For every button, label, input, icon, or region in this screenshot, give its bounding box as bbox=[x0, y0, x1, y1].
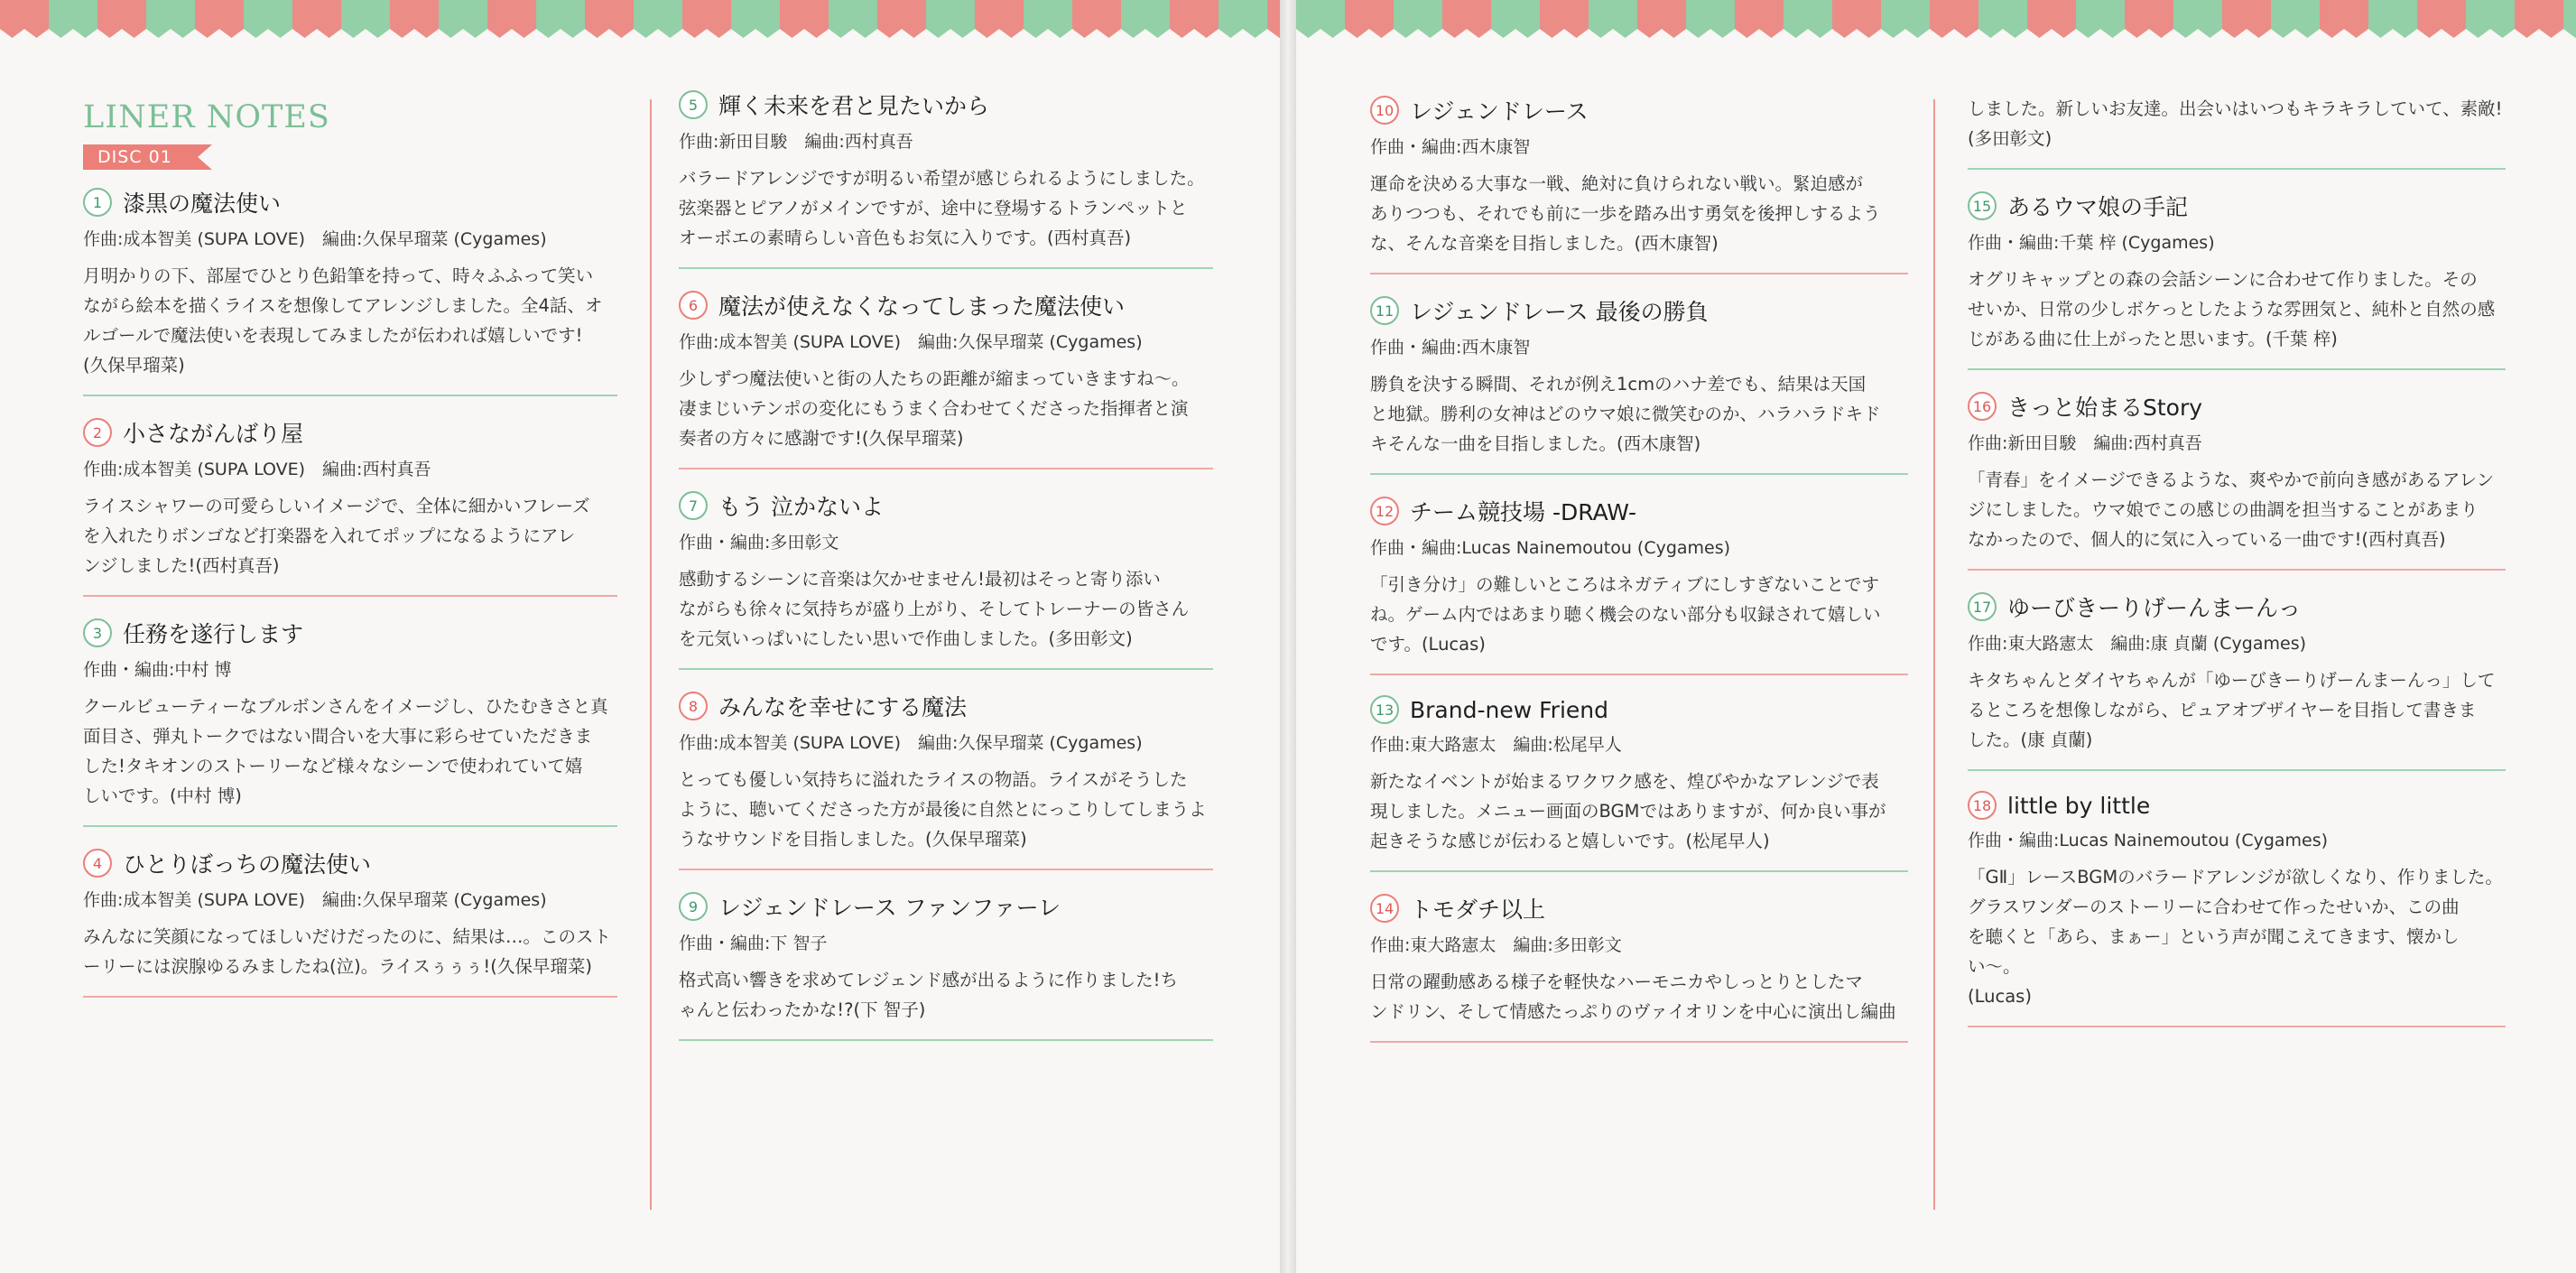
track-notes bbox=[1968, 862, 2506, 1011]
note-line: ゃんと伝わったかな!?(下 智子) bbox=[679, 999, 926, 1020]
track-notes bbox=[83, 491, 617, 581]
note-line: とっても優しい気持ちに溢れたライスの物語。ライスがそうした bbox=[679, 769, 1188, 790]
track-header bbox=[679, 489, 1213, 522]
note-line: した。(康 貞蘭) bbox=[1968, 729, 2093, 750]
note-line: した!タキオンのストーリーなど様々なシーンで使われていて嬉 bbox=[83, 756, 583, 776]
note-line: 運命を決める大事な一戦、絶対に負けられない戦い。緊迫感が bbox=[1370, 173, 1864, 194]
note-line: ながらも徐々に気持ちが盛り上がり、そしてトレーナーの皆さん bbox=[679, 599, 1190, 619]
note-line: な、そんな音楽を目指しました。(西木康智) bbox=[1370, 233, 1719, 254]
track-number: 11 bbox=[1370, 296, 1399, 325]
track-header bbox=[679, 289, 1213, 321]
column-1 bbox=[83, 88, 617, 998]
note-line: しました。新しいお友達。出会いはいつもキラキラしていて、素敵! bbox=[1968, 98, 2503, 119]
track-number: 2 bbox=[83, 418, 112, 447]
track-credit: 作曲:成本智美 (SUPA LOVE) 編曲:久保早瑠菜 (Cygames) bbox=[83, 229, 547, 249]
note-line: ありつつも、それでも前に一歩を踏み出す勇気を後押しするよう bbox=[1370, 203, 1881, 224]
note-line: ね。ゲーム内ではあまり聴く機会のない部分も収録されて嬉しい bbox=[1370, 604, 1881, 625]
track-separator bbox=[1370, 473, 1908, 475]
note-line: 「GⅡ」レースBGMのバラードアレンジが欲しくなり、作りました。 bbox=[1968, 867, 2503, 887]
note-line: みんなに笑顔になってほしいだけだったのに、結果は…。このスト bbox=[83, 926, 612, 947]
track-credit: 作曲:新田目駿 編曲:西村真吾 bbox=[679, 132, 913, 152]
note-line: 奏者の方々に感謝です!(久保早瑠菜) bbox=[679, 428, 964, 449]
track-notes bbox=[679, 965, 1213, 1025]
note-line: ながら絵本を描くライスを想像してアレンジしました。全4話、オ bbox=[83, 295, 603, 316]
note-line: 凄まじいテンポの変化にもうまく合わせてくださった指揮者と演 bbox=[679, 398, 1189, 419]
track-notes bbox=[1370, 570, 1908, 659]
note-line: を入れたりボンゴなど打楽器を入れてポップになるようにアレ bbox=[83, 525, 576, 546]
track-entry bbox=[1370, 294, 1908, 475]
track-credit: 作曲・編曲:中村 博 bbox=[83, 660, 232, 680]
track-notes bbox=[1968, 265, 2506, 354]
track-separator bbox=[1370, 870, 1908, 872]
note-line: ジにしました。ウマ娘でこの感じの曲調を担当することがあまり bbox=[1968, 499, 2479, 520]
column-3 bbox=[1370, 94, 1908, 1043]
note-line: グラスワンダーのストーリーに合わせて作ったせいか、この曲 bbox=[1968, 897, 2460, 917]
track-number: 7 bbox=[679, 491, 708, 520]
track-entry bbox=[83, 186, 617, 396]
track-separator bbox=[679, 668, 1213, 670]
note-line: 新たなイベントが始まるワクワク感を、煌びやかなアレンジで表 bbox=[1370, 771, 1879, 792]
track-title: きっと始まるStory bbox=[2007, 395, 2203, 421]
track-entry bbox=[679, 690, 1213, 870]
track-entry bbox=[1968, 390, 2506, 571]
track-number: 14 bbox=[1370, 894, 1399, 923]
track-number: 1 bbox=[83, 188, 112, 217]
track-title: 魔法が使えなくなってしまった魔法使い bbox=[718, 293, 1126, 320]
track-notes bbox=[1968, 665, 2506, 755]
track-separator bbox=[679, 1039, 1213, 1041]
track-number: 18 bbox=[1968, 791, 1997, 820]
track-entry bbox=[1968, 590, 2506, 771]
track-separator bbox=[679, 869, 1213, 870]
note-line: 起きそうな感じが伝わると嬉しいです。(松尾早人) bbox=[1370, 831, 1770, 851]
track-title: 漆黒の魔法使い bbox=[123, 190, 282, 217]
note-line: うなサウンドを目指しました。(久保早瑠菜) bbox=[679, 829, 1027, 850]
track-number: 6 bbox=[679, 291, 708, 320]
track-credit: 作曲・編曲:Lucas Nainemoutou (Cygames) bbox=[1968, 831, 2329, 850]
note-line: なかったので、個人的に気に入っている一曲です!(西村真吾) bbox=[1968, 529, 2446, 550]
track-credit: 作曲:成本智美 (SUPA LOVE) 編曲:久保早瑠菜 (Cygames) bbox=[679, 733, 1143, 753]
track-notes bbox=[83, 261, 617, 380]
note-line: しいです。(中村 博) bbox=[83, 785, 242, 806]
track-header bbox=[1370, 495, 1908, 527]
track-entry bbox=[679, 88, 1213, 269]
disc-label: DISC 01 bbox=[83, 144, 198, 170]
track-title: みんなを幸せにする魔法 bbox=[718, 694, 968, 720]
track-separator bbox=[83, 996, 617, 998]
note-line: 感動するシーンに音楽は欠かせません!最初はそっと寄り添い bbox=[679, 569, 1161, 590]
track-separator bbox=[1968, 168, 2506, 170]
column-2 bbox=[679, 88, 1213, 1041]
track-title: もう 泣かないよ bbox=[718, 494, 884, 520]
track-header bbox=[1370, 892, 1908, 925]
note-line: 面目さ、弾丸トークではない間合いを大事に彩らせていただきま bbox=[83, 726, 593, 747]
note-line: です。(Lucas) bbox=[1370, 634, 1486, 655]
track-notes bbox=[1370, 369, 1908, 459]
track-credit: 作曲・編曲:Lucas Nainemoutou (Cygames) bbox=[1370, 538, 1731, 558]
track-entry bbox=[679, 890, 1213, 1041]
track-title: little by little bbox=[2007, 792, 2151, 819]
track-credit: 作曲・編曲:下 智子 bbox=[679, 934, 828, 953]
track-header bbox=[679, 890, 1213, 923]
track-separator bbox=[679, 468, 1213, 469]
track-number: 8 bbox=[679, 692, 708, 720]
track-credit: 作曲:東大路憲太 編曲:多田彰文 bbox=[1370, 935, 1622, 955]
note-line: るところを想像しながら、ピュアオブザイヤーを目指して書きま bbox=[1968, 700, 2477, 720]
note-line: 勝負を決する瞬間、それが例え1cmのハナ差でも、結果は天国 bbox=[1370, 374, 1867, 395]
note-line: ンドリン、そして情感たっぷりのヴァイオリンを中心に演出し編曲 bbox=[1370, 1001, 1896, 1022]
track-separator bbox=[679, 267, 1213, 269]
track-header bbox=[1968, 390, 2506, 423]
track-number: 13 bbox=[1370, 695, 1399, 724]
note-line: じがある曲に仕上がったと思います。(千葉 梓) bbox=[1968, 329, 2338, 349]
track-header bbox=[83, 847, 617, 879]
track-notes bbox=[679, 765, 1213, 854]
track-credit: 作曲・編曲:多田彰文 bbox=[679, 533, 839, 553]
column-divider bbox=[650, 99, 652, 1210]
track-title: 任務を遂行します bbox=[123, 621, 304, 647]
track-entry bbox=[1370, 892, 1908, 1043]
track-entry bbox=[1370, 94, 1908, 274]
track-title: あるウマ娘の手記 bbox=[2007, 194, 2189, 220]
track-notes bbox=[679, 163, 1213, 253]
column-4 bbox=[1968, 94, 2506, 1027]
track-entry bbox=[679, 289, 1213, 469]
track-header bbox=[679, 690, 1213, 722]
right-page bbox=[1296, 0, 2576, 1273]
note-line: オーボエの素晴らしい音色もお気に入りです。(西村真吾) bbox=[679, 228, 1132, 248]
note-line: ように、聴いてくださった方が最後に自然とにっこりしてしまうよ bbox=[679, 799, 1207, 820]
zigzag-border bbox=[0, 0, 1280, 51]
track-separator bbox=[83, 595, 617, 597]
liner-notes-title: LINER NOTES bbox=[83, 99, 330, 135]
track-header bbox=[83, 617, 617, 649]
track-title: レジェンドレース 最後の勝負 bbox=[1410, 299, 1709, 325]
note-line: バラードアレンジですが明るい希望が感じられるようにしました。 bbox=[679, 168, 1205, 189]
note-line: ーリーには涙腺ゆるみましたね(泣)。ライスぅぅぅ!(久保早瑠菜) bbox=[83, 956, 592, 977]
note-line: (久保早瑠菜) bbox=[83, 355, 185, 376]
track-separator bbox=[83, 395, 617, 396]
left-page bbox=[0, 0, 1280, 1273]
track-title: ひとりぼっちの魔法使い bbox=[123, 851, 372, 878]
track-separator bbox=[1968, 368, 2506, 370]
track-number: 4 bbox=[83, 849, 112, 878]
track-entry bbox=[1370, 695, 1908, 872]
note-line: ルゴールで魔法使いを表現してみましたが伝われば嬉しいです! bbox=[83, 325, 583, 346]
track-entry bbox=[1370, 495, 1908, 675]
track-number: 9 bbox=[679, 892, 708, 921]
note-line: を聴くと「あら、まぁー」という声が聞こえてきます、懐かしい〜。 bbox=[1968, 926, 2460, 977]
track-title: レジェンドレース bbox=[1410, 98, 1589, 125]
track-credit: 作曲:成本智美 (SUPA LOVE) 編曲:西村真吾 bbox=[83, 460, 431, 479]
note-line: 弦楽器とピアノがメインですが、途中に登場するトランペットと bbox=[679, 198, 1188, 218]
track-credit: 作曲:成本智美 (SUPA LOVE) 編曲:久保早瑠菜 (Cygames) bbox=[679, 332, 1143, 352]
track-title: 輝く未来を君と見たいから bbox=[718, 93, 990, 119]
note-line: キそんな一曲を目指しました。(西木康智) bbox=[1370, 433, 1701, 454]
track-header bbox=[1370, 94, 1908, 126]
note-line: 月明かりの下、部屋でひとり色鉛筆を持って、時々ふふって笑い bbox=[83, 265, 594, 286]
track-notes bbox=[1370, 767, 1908, 856]
track-notes bbox=[1370, 967, 1908, 1027]
track-separator bbox=[83, 825, 617, 827]
note-line: (多田彰文) bbox=[1968, 128, 2052, 149]
note-line: クールビューティーなブルボンさんをイメージし、ひたむきさと真 bbox=[83, 696, 608, 717]
note-line: せいか、日常の少しボケっとしたような雰囲気と、純朴と自然の感 bbox=[1968, 299, 2496, 320]
track-title: Brand-new Friend bbox=[1410, 696, 1608, 723]
track-separator bbox=[1370, 273, 1908, 274]
book-gutter bbox=[1280, 0, 1296, 1273]
track-separator bbox=[1968, 569, 2506, 571]
track-title: レジェンドレース ファンファーレ bbox=[718, 895, 1061, 921]
track-title: トモダチ以上 bbox=[1410, 897, 1546, 923]
track-credit: 作曲:東大路憲太 編曲:松尾早人 bbox=[1370, 735, 1622, 755]
track-title: チーム競技場 -DRAW- bbox=[1410, 499, 1637, 525]
track-separator bbox=[1968, 769, 2506, 771]
track-header bbox=[1370, 695, 1908, 724]
track-separator bbox=[1968, 1026, 2506, 1027]
track-notes bbox=[679, 564, 1213, 654]
track-header bbox=[1968, 791, 2506, 820]
track-header bbox=[679, 88, 1213, 121]
track-credit: 作曲:新田目駿 編曲:西村真吾 bbox=[1968, 433, 2202, 453]
track-number: 15 bbox=[1968, 191, 1997, 220]
note-line: 日常の躍動感ある様子を軽快なハーモニカやしっとりとしたマ bbox=[1370, 971, 1864, 992]
track-notes bbox=[679, 364, 1213, 453]
track-credit: 作曲:成本智美 (SUPA LOVE) 編曲:久保早瑠菜 (Cygames) bbox=[83, 890, 547, 910]
track-separator bbox=[1370, 1041, 1908, 1043]
note-line: と地獄。勝利の女神はどのウマ娘に微笑むのか、ハラハラドキド bbox=[1370, 404, 1881, 424]
note-line: キタちゃんとダイヤちゃんが「ゆーびきーりげーんまーんっ」して bbox=[1968, 670, 2496, 691]
track-separator bbox=[1370, 674, 1908, 675]
track-entry bbox=[83, 847, 617, 998]
track-credit: 作曲・編曲:千葉 梓 (Cygames) bbox=[1968, 233, 2215, 253]
track-number: 5 bbox=[679, 90, 708, 119]
track-notes-continued bbox=[1968, 94, 2506, 153]
track-number: 10 bbox=[1370, 96, 1399, 125]
track-header bbox=[1370, 294, 1908, 327]
track-entry bbox=[679, 489, 1213, 670]
track-credit: 作曲・編曲:西木康智 bbox=[1370, 137, 1531, 157]
note-line: 少しずつ魔法使いと街の人たちの距離が縮まっていきますね〜。 bbox=[679, 368, 1190, 389]
track-notes bbox=[1968, 465, 2506, 554]
note-line: 「引き分け」の難しいところはネガティブにしすぎないことです bbox=[1370, 574, 1879, 595]
note-line: を元気いっぱいにしたい思いで作曲しました。(多田彰文) bbox=[679, 628, 1133, 649]
track-entry bbox=[83, 617, 617, 827]
track-notes bbox=[83, 692, 617, 811]
note-line: 現しました。メニュー画面のBGMではありますが、何か良い事が bbox=[1370, 801, 1886, 822]
track-credit: 作曲:東大路憲太 編曲:康 貞蘭 (Cygames) bbox=[1968, 634, 2307, 654]
track-entry bbox=[83, 416, 617, 597]
track-title: 小さながんばり屋 bbox=[123, 421, 304, 447]
track-credit: 作曲・編曲:西木康智 bbox=[1370, 338, 1531, 358]
note-line: (Lucas) bbox=[1968, 986, 2032, 1007]
track-number: 17 bbox=[1968, 592, 1997, 621]
track-entry bbox=[1968, 791, 2506, 1027]
note-line: オグリキャップとの森の会話シーンに合わせて作りました。その bbox=[1968, 269, 2478, 290]
note-line: 格式高い響きを求めてレジェンド感が出るように作りました!ち bbox=[679, 970, 1178, 990]
track-header bbox=[1968, 190, 2506, 222]
track-number: 16 bbox=[1968, 392, 1997, 421]
track-notes bbox=[83, 922, 617, 981]
track-number: 12 bbox=[1370, 497, 1399, 525]
track-header bbox=[1968, 590, 2506, 623]
zigzag-border bbox=[1296, 0, 2576, 51]
column-divider bbox=[1933, 99, 1935, 1210]
note-line: 「青春」をイメージできるような、爽やかで前向き感があるアレン bbox=[1968, 469, 2495, 490]
track-header bbox=[83, 186, 617, 218]
track-header bbox=[83, 416, 617, 449]
track-number: 3 bbox=[83, 618, 112, 647]
track-title: ゆーびきーりげーんまーんっ bbox=[2007, 595, 2302, 621]
track-notes bbox=[1370, 169, 1908, 258]
note-line: ンジしました!(西村真吾) bbox=[83, 555, 280, 576]
note-line: ライスシャワーの可愛らしいイメージで、全体に細かいフレーズ bbox=[83, 496, 590, 516]
track-entry bbox=[1968, 190, 2506, 370]
